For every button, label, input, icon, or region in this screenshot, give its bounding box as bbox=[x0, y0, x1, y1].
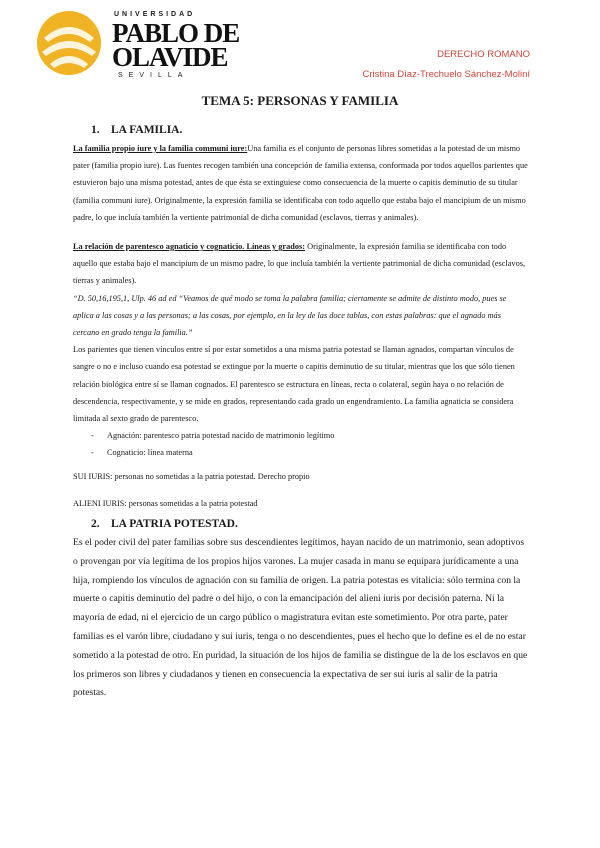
paragraph-familia bbox=[73, 140, 529, 226]
document-body bbox=[73, 118, 529, 703]
logo-emblem-icon bbox=[34, 8, 104, 78]
list-item: - Cognaticio: línea materna bbox=[91, 448, 193, 458]
logo-university-text: UNIVERSIDAD bbox=[114, 11, 196, 18]
paragraph-agnados: Los parientes que tienen vínculos entre sí por estar sometidos a una misma patria potestad se llaman agnados, compartan vínculos de sangre o no e incluso cuando esa potestad se extingue por la muerte o capitis deminutio de su titular, mientras que los que sólo tienen relación biológica entre sí se llaman cognados. El parentesco se estructura en líneas, recta o colateral, según haya o no relación de descendencia, respectivamente, y se mide en grados, representando cada grado un engendramiento. La familia agnaticia se considera limitada al sexto grado de parentesco. bbox=[73, 345, 515, 424]
kinship-list bbox=[73, 427, 529, 461]
section-1-title: LA FAMILIA. bbox=[111, 124, 183, 136]
section-1-heading bbox=[91, 124, 529, 136]
paragraph-familia-text: Una familia es el conjunto de personas libres sometidas a la potestad de un mismo pater (familia propio iure). Las fuentes recogen también una concepción de familia extensa, conformada por todos aquellos parientes que estuvieron bajo una misma potestad, antes de que ésta se extinguiese como consecuencia de la muerte o capitis deminutio de su titular (familia communi iure). Originalmente, la expresión familia se identificaba con todo aquello que estaba bajo el mancipium de un mismo padre, lo que incluía también la vertiente patrimonial de dicha comunidad (esclavos, tierras y animales). bbox=[73, 144, 528, 222]
paragraph-parentesco bbox=[73, 238, 529, 290]
logo-name-line-1: PABLO DE bbox=[112, 18, 240, 48]
paragraph-patria-potestad: Es el poder civil del pater familias sobre sus descendientes legítimos, hayan nacido de un matrimonio, sean adoptivos o provengan por vía legítima de los propios hijos varones. La mujer casada in manu se equipara jurídicamente a una hija, rompiendo los vínculos de agnación con su familia de origen. La patria potestas es vitalicia: sólo termina con la muerte o capitis deminutio del padre o del hijo, o con la emancipación del alieni iuris por decisión paterna. Ni la mayoría de edad, ni el ejercicio de un cargo público o magistratura evitan este sometimiento. Por otra parte, pater familias es el varón libre, ciudadano y sui iuris, tenga o no descendientes, pues el hecho que lo define es el de no estar sometido a la potestad de otro. En puridad, la situación de los hijos de familia se distingue de la de los esclavos en que los primeros son libres y ciudadanos y tienen en consecuencia la expectativa de ser sui iuris al salir de la patria potestas. bbox=[73, 537, 528, 699]
section-1-number: 1. bbox=[91, 124, 100, 136]
list-item: - Agnación: parentesco patria potestad nacido de matrimonio legítimo bbox=[91, 431, 335, 441]
section-2-title: LA PATRIA POTESTAD. bbox=[111, 518, 238, 531]
logo-city-text: SEVILLA bbox=[118, 72, 189, 79]
paragraph-parentesco-lead: La relación de parentesco agnaticio y cognaticio. Líneas y grados: bbox=[73, 242, 305, 252]
section-2-heading bbox=[91, 518, 529, 530]
author-name: Cristina Díaz-Trechuelo Sánchez-Moliní bbox=[362, 69, 530, 80]
header-info bbox=[362, 45, 530, 85]
document-title: TEMA 5: PERSONAS Y FAMILIA bbox=[201, 93, 399, 108]
alieni-iuris-definition: ALIENI IURIS: personas sometidas a la patria potestad bbox=[73, 498, 258, 508]
university-logo bbox=[34, 8, 240, 79]
course-name: DERECHO ROMANO bbox=[437, 49, 530, 60]
paragraph-parentesco-text: Originalmente, la expresión familia se identificaba con todo aquello que estaba bajo el mancipium de un mismo padre, lo que incluía también la vertiente patrimonial de dicha comunidad (esclavos, tierras y animales). bbox=[73, 242, 526, 286]
paragraph-familia-lead: La familia propio iure y la familia communi iure: bbox=[73, 144, 248, 153]
logo-name-line-2: OLAVIDE bbox=[112, 42, 228, 72]
digest-quote: “D. 50,16,195,1, Ulp. 46 ad ed “Veamos de qué modo se toma la palabra familia; ciertamente se admite de distinto modo, pues se aplica a las cosas y a las personas; a las cosas, por ejemplo, en la ley de las doce tablas, con estas palabras: que el agnado más cercano en grado tenga la familia.” bbox=[73, 293, 507, 338]
sui-iuris-definition: SUI IURIS: personas no sometidas a la patria potestad. Derecho propio bbox=[73, 471, 310, 481]
section-2-number: 2. bbox=[91, 518, 100, 531]
